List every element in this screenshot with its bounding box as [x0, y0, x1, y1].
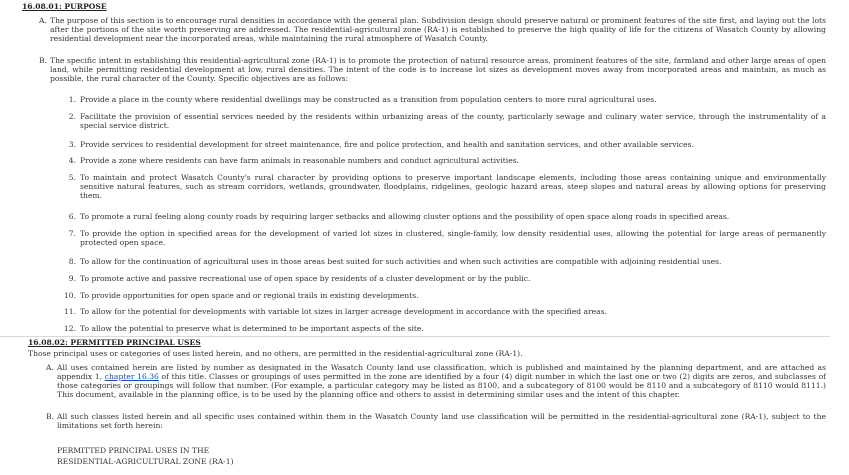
- objective-item: Facilitate the provision of essential services needed by the residents within urbanizing areas of the county, particularly sewage and culinary water service, through the instrumentality of a special service district.: [80, 112, 826, 130]
- objective-item: To allow for the continuation of agricultural uses in those areas best suited for such activities and when such activities are compatible with adjoining residential uses.: [80, 257, 722, 266]
- item-number: 10.: [63, 291, 76, 300]
- objective-item: Provide services to residential development for street maintenance, fire and police protection, and health and sanitation services, and other available services.: [80, 140, 694, 149]
- list-letter-a: A.: [39, 16, 47, 25]
- list-letter-b: B.: [46, 412, 54, 421]
- objective-item: To promote a rural feeling along county roads by requiring larger setbacks and allowing cluster options and the possibility of open space along roads in specified areas.: [80, 212, 730, 221]
- item-number: 9.: [68, 274, 76, 283]
- item-number: 7.: [68, 229, 76, 238]
- table-caption-line-2: RESIDENTIAL-AGRICULTURAL ZONE (RA-1): [57, 457, 234, 466]
- list-letter-a: A.: [46, 363, 54, 372]
- permitted-paragraph-b: All such classes listed herein and all specific uses contained within them in the Wasatch County land use classification will be permitted in the residential-agricultural zone (RA-1), subject to the limitations set forth herein:: [57, 412, 826, 430]
- section-heading-purpose: 16.08.01: PURPOSE: [22, 2, 107, 11]
- table-caption-line-1: PERMITTED PRINCIPAL USES IN THE: [57, 446, 210, 455]
- objective-item: To allow the potential to preserve what is determined to be important aspects of the site.: [80, 324, 424, 333]
- objective-item: To allow for the potential for developments with variable lot sizes in larger acreage development in accordance with the specified areas.: [80, 307, 607, 316]
- objective-item: To promote active and passive recreational use of open space by residents of a cluster development or by the public.: [80, 274, 531, 283]
- objective-item: To provide the option in specified areas for the development of varied lot sizes in clustered, single-family, low density residential uses, allowing the potential for large areas of permanently protected open space.: [80, 229, 826, 247]
- permitted-intro: Those principal uses or categories of uses listed herein, and no others, are permitted in the residential-agricultural zone (RA-1).: [28, 349, 523, 358]
- item-number: 5.: [68, 173, 76, 182]
- item-number: 11.: [63, 307, 76, 316]
- list-letter-b: B.: [39, 56, 47, 65]
- purpose-paragraph-a: The purpose of this section is to encourage rural densities in accordance with the general plan. Subdivision design should preserve natural or prominent features of the site first, and laying out the lots after the portions of the site worth preserving are addressed. The residential-agricultural zone (RA-1) is established to preserve the high quality of life for the citizens of Wasatch County by allowing residential development near the incorporated areas, while maintaining the rural atmosphere of Wasatch County.: [50, 16, 826, 43]
- chapter-16-36-link[interactable]: chapter 16.36: [104, 371, 159, 381]
- objective-item: Provide a place in the county where residential dwellings may be constructed as a transition from population centers to more rural agricultural uses.: [80, 95, 657, 104]
- item-number: 4.: [68, 156, 76, 165]
- purpose-paragraph-b: The specific intent in establishing this residential-agricultural zone (RA-1) is to promote the protection of natural resource areas, prominent features of the site, farmland and other large areas of open land, while permitting residential development at low, rural densities. The intent of the code is to increase lot sizes as development moves away from incorporated areas and maintain, as much as possible, the rural character of the County. Specific objectives are as follows:: [50, 56, 826, 83]
- item-number: 12.: [63, 324, 76, 333]
- permitted-paragraph-a: All uses contained herein are listed by number as designated in the Wasatch County land use classification, which is published and maintained by the planning department, and are attached as appendix 1, chapter 16.36 of this title. Classes or groupings of uses permitted in the zone are identified by a four (4) digit number in which the last one or two (2) digits are zeros, and subclasses of those categories or groupings will follow that number. (For example, a particular category may be listed as 8100, and a subcategory of 8100 would be 8110 and a subcategory of 8110 would 8111.) This document, available in the planning office, is to be used by the planning office and others to assist in determining similar uses and the intent of this chapter.: [57, 363, 826, 399]
- item-number: 8.: [68, 257, 76, 266]
- item-number: 3.: [68, 140, 76, 149]
- item-number: 2.: [68, 112, 76, 121]
- item-number: 1.: [68, 95, 76, 104]
- objective-item: To maintain and protect Wasatch County's rural character by providing options to preserve important landscape elements, including those areas containing unique and environmentally sensitive natural features, such as stream corridors, wetlands, groundwater, floodplains, ridgelines, geologic hazard areas, steep slopes and natural areas by allowing options for preserving them.: [80, 173, 826, 200]
- objective-item: Provide a zone where residents can have farm animals in reasonable numbers and conduct agricultural activities.: [80, 156, 520, 165]
- item-number: 6.: [68, 212, 76, 221]
- section-divider: [0, 336, 830, 337]
- section-heading-permitted-uses: 16.08.02: PERMITTED PRINCIPAL USES: [28, 338, 201, 347]
- objective-item: To provide opportunities for open space and or regional trails in existing developments.: [80, 291, 419, 300]
